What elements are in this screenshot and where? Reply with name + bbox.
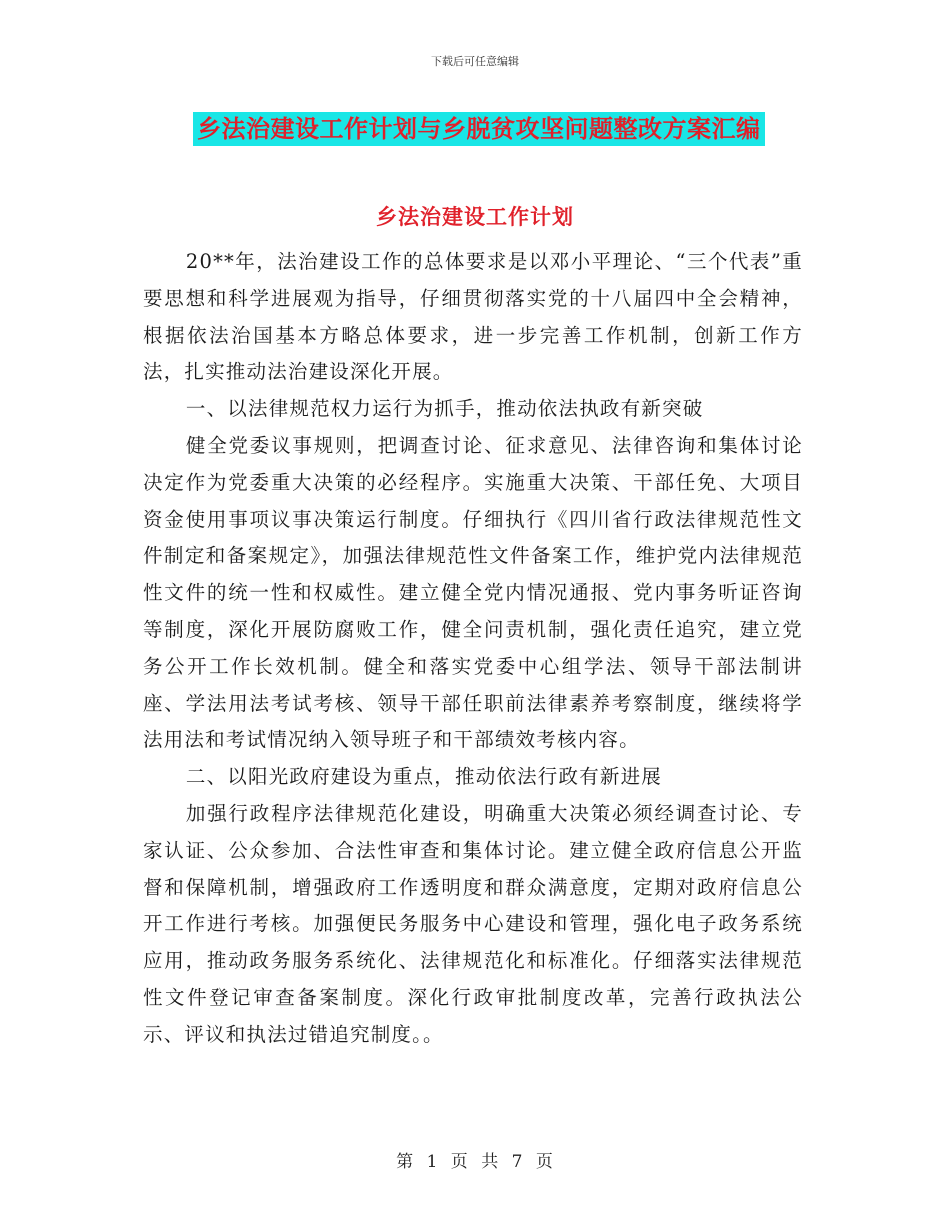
header-note: 下载后可任意编辑 bbox=[431, 55, 519, 68]
main-title: 乡法治建设工作计划与乡脱贫攻坚问题整改方案汇编 bbox=[193, 112, 765, 146]
paragraph-intro: 20**年，法治建设工作的总体要求是以邓小平理论、“三个代表”重要思想和科学进展观为指导，仔细贯彻落实党的十八届四中全会精神，根据依法治国基本方略总体要求，进一步完善工作机制，创新工作方法，扎实推动法治建设深化开展。 bbox=[143, 250, 803, 384]
page-footer: 第 1 页 共 7 页 bbox=[396, 1152, 554, 1172]
body-text bbox=[143, 244, 803, 1054]
section-title: 乡法治建设工作计划 bbox=[376, 204, 574, 229]
paragraph-section-2: 加强行政程序法律规范化建设，明确重大决策必须经调查讨论、专家认证、公众参加、合法性审查和集体讨论。建立健全政府信息公开监督和保障机制，增强政府工作透明度和群众满意度，定期对政府信息公开工作进行考核。加强便民务服务中心建设和管理，强化电子政务系统应用，推动政务服务系统化、法律规范化和标准化。仔细落实法律规范性文件登记审查备案制度。深化行政审批制度改革，完善行政执法公示、评议和执法过错追究制度。。 bbox=[143, 801, 803, 1046]
paragraph-section-1: 健全党委议事规则，把调查讨论、征求意见、法律咨询和集体讨论决定作为党委重大决策的必经程序。实施重大决策、干部任免、大项目资金使用事项议事决策运行制度。仔细执行《四川省行政法律规范性文件制定和备案规定》，加强法律规范性文件备案工作，维护党内法律规范性文件的统一性和权威性。建立健全党内情况通报、党内事务听证咨询等制度，深化开展防腐败工作，健全问责机制，强化责任追究，建立党务公开工作长效机制。健全和落实党委中心组学法、领导干部法制讲座、学法用法考试考核、领导干部任职前法律素养考察制度，继续将学法用法和考试情况纳入领导班子和干部绩效考核内容。 bbox=[143, 433, 803, 752]
heading-section-2: 二、以阳光政府建设为重点，推动依法行政有新进展 bbox=[185, 765, 662, 789]
heading-section-1: 一、以法律规范权力运行为抓手，推动依法执政有新突破 bbox=[185, 397, 704, 421]
